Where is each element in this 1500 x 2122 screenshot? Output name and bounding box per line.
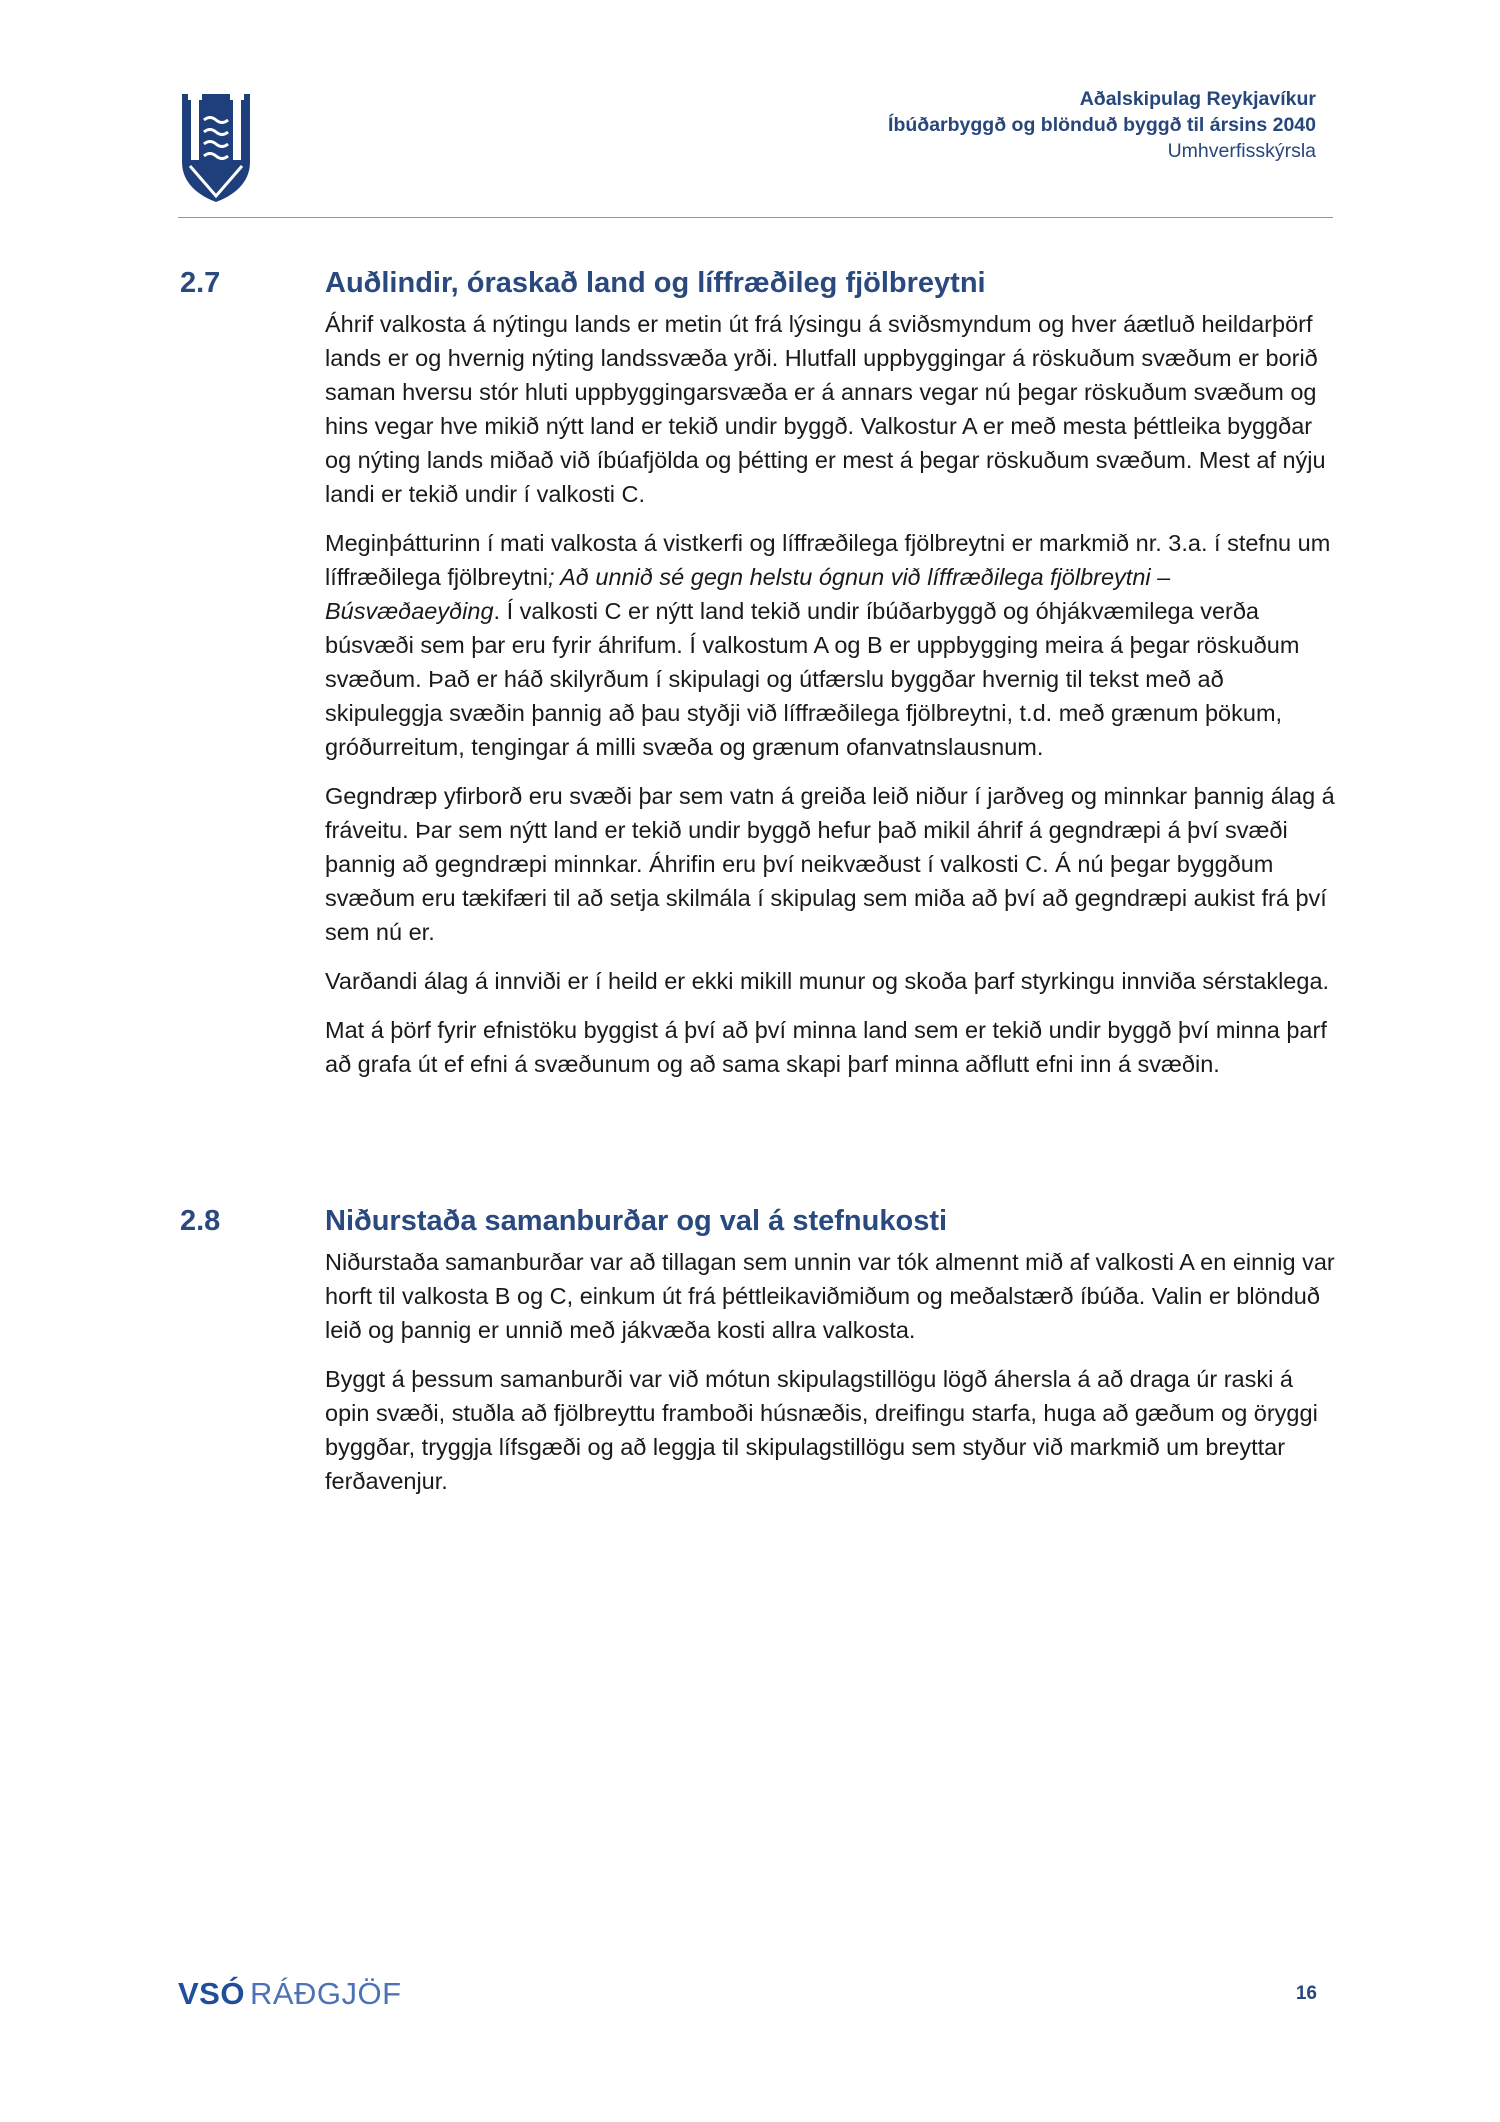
paragraph-italic-quote: ; Að unnið sé gegn helstu ógnun við líffræðilega fjölbreytni – Búsvæðaeyðing <box>325 564 1171 624</box>
page-number: 16 <box>1295 1983 1317 2004</box>
reykjavik-coat-of-arms-logo <box>180 92 252 204</box>
header-subtitle: Íbúðarbyggð og blönduð byggð til ársins 2040 <box>888 114 1316 136</box>
paragraph-text: . Í valkosti C er nýtt land tekið undir íbúðarbyggð og óhjákvæmilega verða búsvæði sem þar eru fyrir áhrifum. Í valkostum A og B er uppbygging meira á þegar röskuðum svæðum. Það er háð skilyrðum í skipulagi og útfærslu byggðar hvernig til tekst með að skipuleggja svæðin þannig að þau styðji við líffræðilega fjölbreytni, t.d. með grænum þökum, gróðurreitum, tengingar á milli svæða og grænum ofanvatnslausnum. <box>325 598 1300 760</box>
paragraph-text: Meginþátturinn í mati valkosta á vistkerfi og líffræðilega fjölbreytni er markmið nr. 3.a. í stefnu um líffræðilega fjölbreytni <box>325 530 1331 590</box>
paragraph: Mat á þörf fyrir efnistöku byggist á því að því minna land sem er tekið undir byggð því minna þarf að grafa út ef efni á svæðunum og að sama skapi þarf minna aðflutt efni inn á svæðin. <box>325 1017 1327 1077</box>
paragraph: Varðandi álag á innviði er í heild er ekki mikill munur og skoða þarf styrkingu innviða sérstaklega. <box>325 968 1330 994</box>
header-report-type: Umhverfisskýrsla <box>1167 140 1316 162</box>
header-title: Aðalskipulag Reykjavíkur <box>1079 88 1316 110</box>
paragraph: Niðurstaða samanburðar var að tillagan sem unnin var tók almennt mið af valkosti A en einnig var horft til valkosta B og C, einkum út frá þéttleikaviðmiðum og meðalstærð íbúða. Valin er blönduð leið og þannig er unnið með jákvæða kosti allra valkosta. <box>325 1249 1335 1343</box>
section-2-8 <box>180 1205 1335 1513</box>
paragraph <box>325 526 1335 764</box>
section-number: 2.7 <box>180 267 221 299</box>
section-title: Auðlindir, óraskað land og líffræðileg fjölbreytni <box>325 267 986 299</box>
logo-bold-text: VSÓ <box>178 1976 245 2011</box>
paragraph: Gegndræp yfirborð eru svæði þar sem vatn á greiða leið niður í jarðveg og minnkar þannig álag á fráveitu. Þar sem nýtt land er tekið undir byggð hefur það mikil áhrif á gegndræpi á því svæði þannig að gegndræpi minnkar. Áhrifin eru því neikvæðust í valkosti C. Á nú þegar byggðum svæðum eru tækifæri til að setja skilmála í skipulag sem miða að því að gegndræpi aukist frá því sem nú er. <box>325 783 1335 945</box>
paragraph: Byggt á þessum samanburði var við mótun skipulagstillögu lögð áhersla á að draga úr raski á opin svæði, stuðla að fjölbreyttu framboði húsnæðis, dreifingu starfa, huga að gæðum og öryggi byggðar, tryggja lífsgæði og að leggja til skipulagstillögu sem styður við markmið um breyttar ferðavenjur. <box>325 1366 1318 1494</box>
section-title: Niðurstaða samanburðar og val á stefnukosti <box>325 1205 948 1237</box>
section-2-7 <box>180 267 1335 1096</box>
logo-light-text: RÁÐGJÖF <box>249 1976 402 2011</box>
vso-radgjof-logo <box>178 1976 402 2012</box>
document-header <box>888 86 1316 164</box>
paragraph: Áhrif valkosta á nýtingu lands er metin út frá lýsingu á sviðsmyndum og hver áætluð heildarþörf lands er og hvernig nýting landssvæða yrði. Hlutfall uppbyggingar á röskuðum svæðum er borið saman hversu stór hluti uppbyggingarsvæða er á annars vegar nú þegar röskuðum svæðum og hins vegar hve mikið nýtt land er tekið undir byggð. Valkostur A er með mesta þéttleika byggðar og nýting lands miðað við íbúafjölda og þétting er mest á þegar röskuðum svæðum. Mest af nýju landi er tekið undir í valkosti C. <box>325 311 1326 507</box>
section-number: 2.8 <box>180 1205 221 1237</box>
header-divider <box>178 217 1333 218</box>
section-heading <box>180 1205 1335 1245</box>
section-heading <box>180 267 1335 307</box>
